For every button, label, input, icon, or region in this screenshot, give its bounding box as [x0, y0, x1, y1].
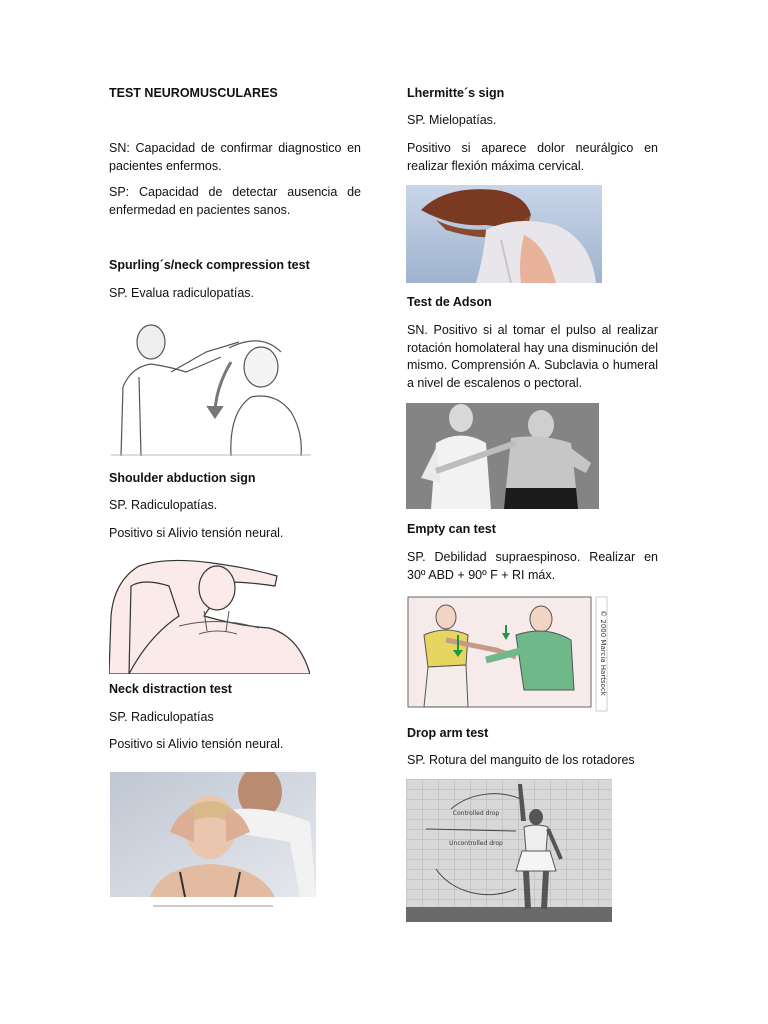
- shoulder-abduction-illustration: [109, 556, 310, 674]
- lhermitte-positivo: Positivo si aparece dolor neurálgico en realizar flexión máxima cervical.: [407, 141, 658, 173]
- neck-distraction-sp: SP. Radiculopatías: [109, 710, 214, 724]
- sp-definition: SP: Capacidad de detectar ausencia de enfermedad en pacientes sanos.: [109, 185, 361, 217]
- photo-caption-line: [110, 900, 316, 912]
- adson-photo: [406, 403, 599, 509]
- empty-can-sp: SP. Debilidad supraespinoso. Realizar en 30º ABD + 90º F + RI máx.: [407, 550, 658, 582]
- shoulder-heading: Shoulder abduction sign: [109, 471, 256, 485]
- shoulder-sp: SP. Radiculopatías.: [109, 498, 218, 512]
- shoulder-positivo: Positivo si Alivio tensión neural.: [109, 526, 284, 540]
- adson-sn: SN. Positivo si al tomar el pulso al realizar rotación homolateral hay una disminución del mismo. Comprensión A. Subclavia o humeral a nivel de escalenos o pectoral.: [407, 323, 658, 390]
- lhermitte-sp: SP. Mielopatías.: [407, 113, 497, 127]
- spurling-heading: Spurling´s/neck compression test: [109, 258, 310, 272]
- spurling-sp: SP. Evalua radiculopatías.: [109, 286, 255, 300]
- watermark-text: © 2000 Marcia Hartsock: [599, 610, 607, 696]
- controlled-drop-label: Controlled drop: [452, 810, 500, 817]
- drop-arm-photo: [406, 779, 612, 922]
- lhermitte-heading: Lhermitte´s sign: [407, 86, 505, 100]
- drop-arm-heading: Drop arm test: [407, 726, 489, 740]
- empty-can-illustration: [406, 595, 609, 713]
- drop-arm-sp: SP. Rotura del manguito de los rotadores: [407, 753, 635, 767]
- spurling-illustration: [111, 312, 311, 456]
- empty-can-heading: Empty can test: [407, 522, 496, 536]
- neck-distraction-heading: Neck distraction test: [109, 682, 232, 696]
- page-title: TEST NEUROMUSCULARES: [109, 86, 278, 100]
- neck-distraction-positivo: Positivo si Alivio tensión neural.: [109, 737, 284, 751]
- uncontrolled-drop-label: Uncontrolled drop: [449, 840, 503, 847]
- lhermitte-photo: [406, 185, 602, 283]
- neck-distraction-photo: [110, 772, 316, 897]
- sn-definition: SN: Capacidad de confirmar diagnostico en pacientes enfermos.: [109, 141, 361, 173]
- adson-heading: Test de Adson: [407, 295, 492, 309]
